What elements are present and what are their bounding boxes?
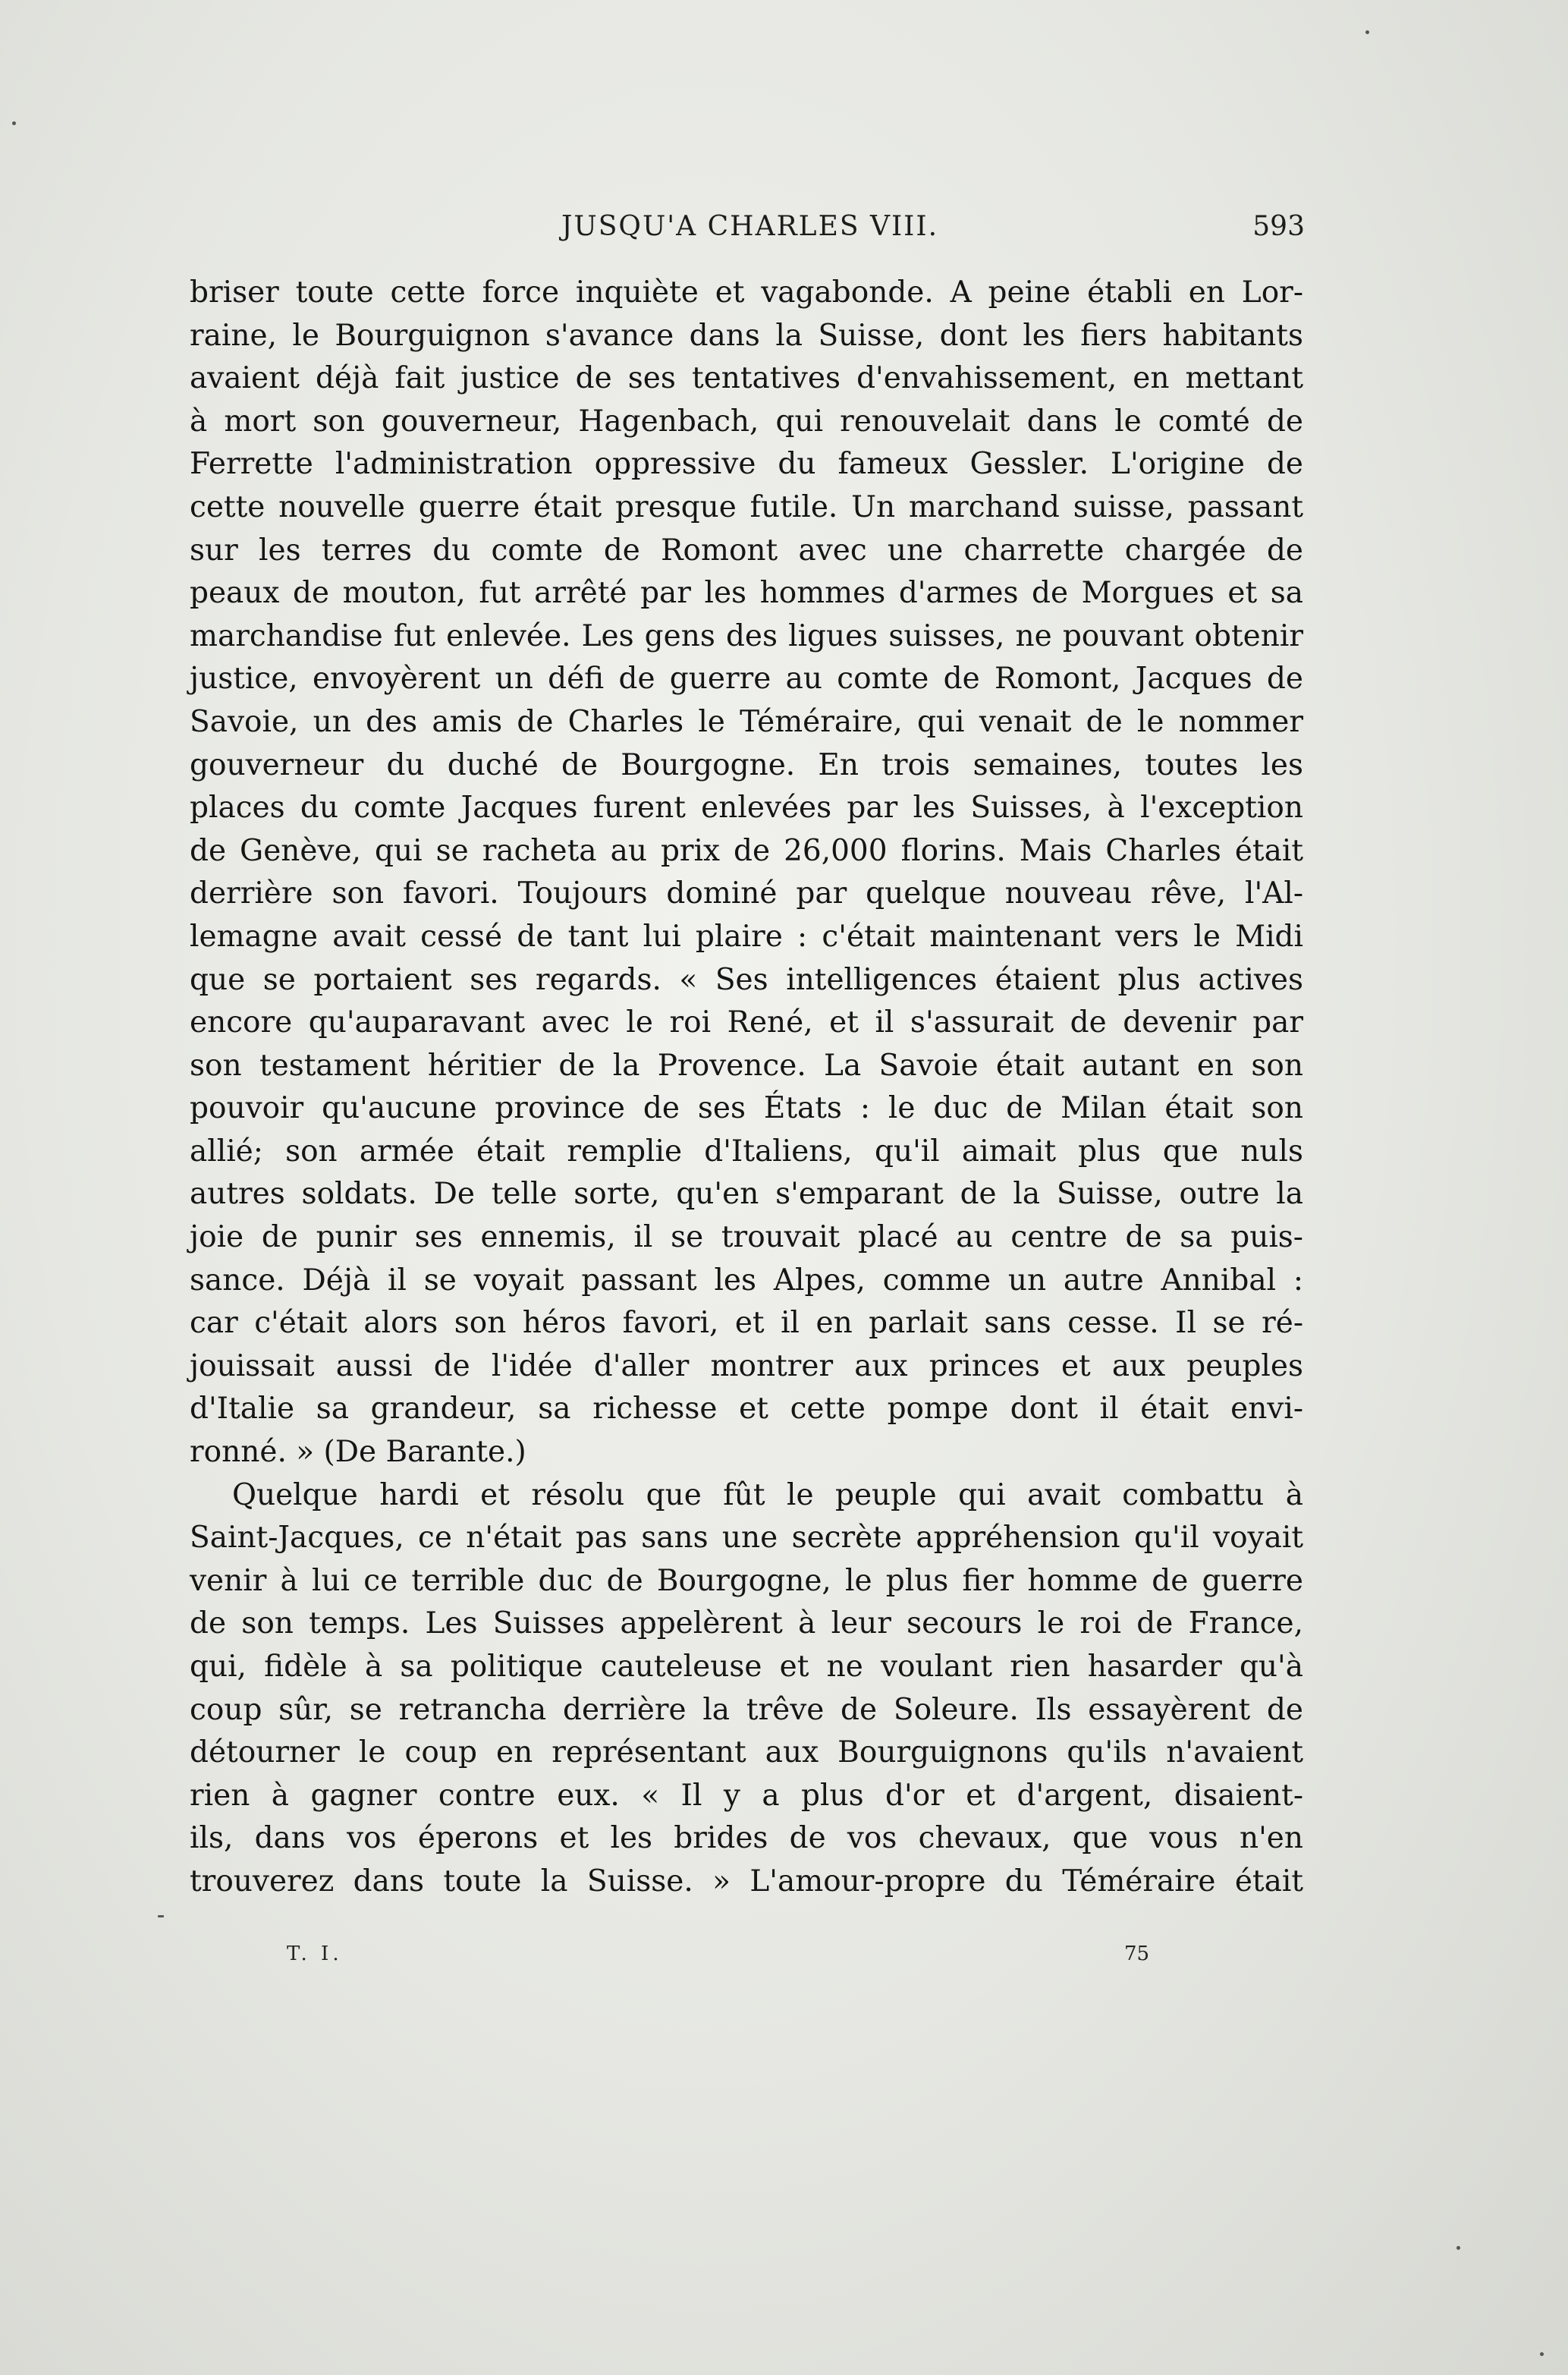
text-line: rien à gagner contre eux. « Il y a plus d'or et d'argent, disaient- xyxy=(190,1778,1303,1813)
text-line: joie de punir ses ennemis, il se trouvait placé au centre de sa puis- xyxy=(190,1220,1303,1255)
text-line: de son temps. Les Suisses appelèrent à leur secours le roi de France, xyxy=(190,1606,1303,1641)
text-line: cette nouvelle guerre était presque futile. Un marchand suisse, passant xyxy=(190,489,1303,524)
text-line: à mort son gouverneur, Hagenbach, qui renouvelait dans le comté de xyxy=(190,404,1303,439)
text-line: gouverneur du duché de Bourgogne. En trois semaines, toutes les xyxy=(190,747,1303,782)
text-line: Saint-Jacques, ce n'était pas sans une secrète appréhension qu'il voyait xyxy=(190,1521,1303,1556)
text-line: jouissait aussi de l'idée d'aller montrer aux princes et aux peuples xyxy=(190,1348,1303,1383)
text-line: justice, envoyèrent un défi de guerre au comte de Romont, Jacques de xyxy=(190,662,1303,697)
text-line: de Genève, qui se racheta au prix de 26,000 florins. Mais Charles était xyxy=(190,833,1303,868)
text-line: briser toute cette force inquiète et vagabonde. A peine établi en Lor- xyxy=(190,275,1303,310)
text-line: places du comte Jacques furent enlevées par les Suisses, à l'exception xyxy=(190,791,1303,826)
text-line: d'Italie sa grandeur, sa richesse et cette pompe dont il était envi- xyxy=(190,1392,1303,1427)
signature-number: 75 xyxy=(1124,1942,1150,1965)
text-line: Savoie, un des amis de Charles le Téméraire, qui venait de le nommer xyxy=(190,704,1303,739)
text-line-paragraph-start: Quelque hardi et résolu que fût le peuple qui avait combattu à xyxy=(232,1477,1303,1512)
signature-mark: T. I. xyxy=(287,1942,343,1965)
paper-speck xyxy=(158,1915,164,1917)
text-line: car c'était alors son héros favori, et il en parlait sans cesse. Il se ré- xyxy=(190,1306,1303,1341)
text-line: coup sûr, se retrancha derrière la trêve de Soleure. Ils essayèrent de xyxy=(190,1692,1303,1727)
text-line: pouvoir qu'aucune province de ses États : le duc de Milan était son xyxy=(190,1091,1303,1126)
text-line: ils, dans vos éperons et les brides de vos chevaux, que vous n'en xyxy=(190,1821,1303,1856)
body-text xyxy=(190,272,1303,1904)
page-number: 593 xyxy=(1252,211,1305,242)
text-line: encore qu'auparavant avec le roi René, et il s'assurait de devenir par xyxy=(190,1005,1303,1040)
text-line-paragraph-end: ronné. » (De Barante.) xyxy=(190,1435,526,1470)
text-line: détourner le coup en représentant aux Bourguignons qu'ils n'avaient xyxy=(190,1735,1303,1770)
text-line: derrière son favori. Toujours dominé par quelque nouveau rêve, l'Al- xyxy=(190,876,1303,911)
text-line: raine, le Bourguignon s'avance dans la Suisse, dont les fiers habitants xyxy=(190,318,1303,353)
paper-speck xyxy=(1540,2352,1544,2356)
text-line: Ferrette l'administration oppressive du fameux Gessler. L'origine de xyxy=(190,447,1303,482)
text-line: allié; son armée était remplie d'Italiens, qu'il aimait plus que nuls xyxy=(190,1134,1303,1169)
text-line: avaient déjà fait justice de ses tentatives d'envahissement, en mettant xyxy=(190,361,1303,396)
text-line: sur les terres du comte de Romont avec une charrette chargée de xyxy=(190,533,1303,568)
text-line: son testament héritier de la Provence. La Savoie était autant en son xyxy=(190,1048,1303,1083)
text-line: trouverez dans toute la Suisse. » L'amour-propre du Téméraire était xyxy=(190,1864,1303,1898)
text-line: autres soldats. De telle sorte, qu'en s'emparant de la Suisse, outre la xyxy=(190,1177,1303,1212)
paper-speck xyxy=(12,121,16,125)
text-line: marchandise fut enlevée. Les gens des ligues suisses, ne pouvant obtenir xyxy=(190,618,1303,653)
paper-speck xyxy=(1456,2246,1460,2250)
text-line: qui, fidèle à sa politique cauteleuse et ne voulant rien hasarder qu'à xyxy=(190,1650,1303,1684)
text-line: lemagne avait cessé de tant lui plaire : c'était maintenant vers le Midi xyxy=(190,919,1303,954)
paper-speck xyxy=(1365,30,1369,34)
running-header-title: JUSQU'A CHARLES VIII. xyxy=(561,211,939,242)
text-line: sance. Déjà il se voyait passant les Alpes, comme un autre Annibal : xyxy=(190,1263,1303,1298)
text-line: que se portaient ses regards. « Ses intelligences étaient plus actives xyxy=(190,962,1303,997)
text-line: peaux de mouton, fut arrêté par les hommes d'armes de Morgues et sa xyxy=(190,576,1303,611)
text-line: venir à lui ce terrible duc de Bourgogne, le plus fier homme de guerre xyxy=(190,1563,1303,1598)
